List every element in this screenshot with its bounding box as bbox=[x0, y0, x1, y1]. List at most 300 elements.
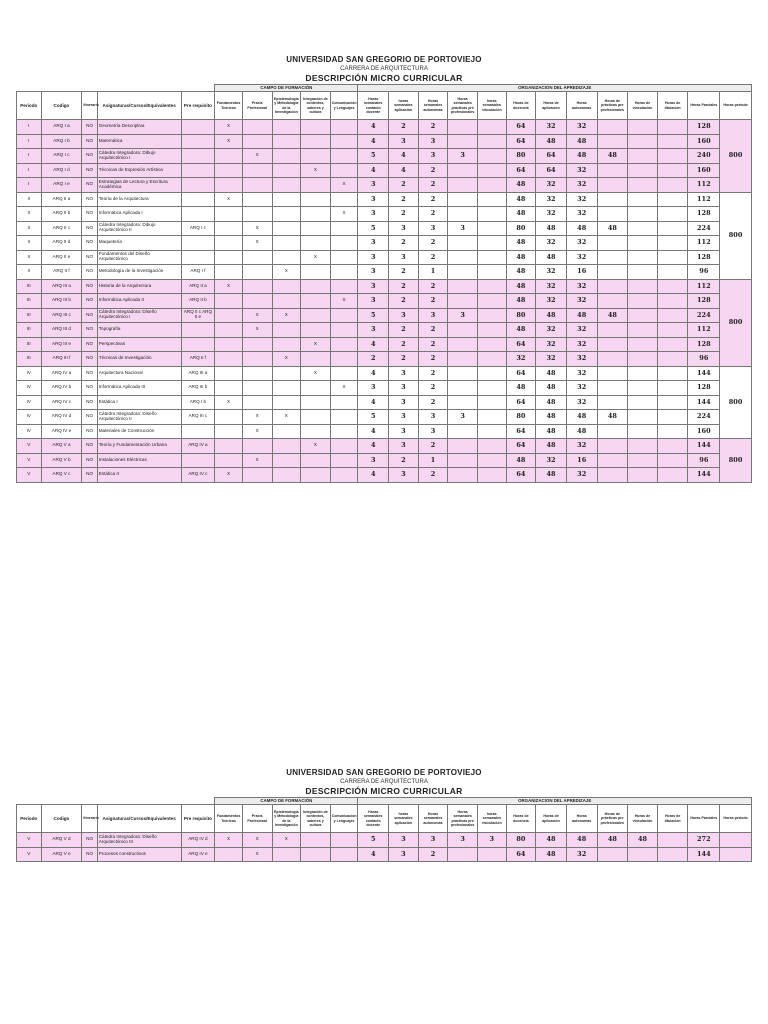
cell-prerequisito: ARQ IV e bbox=[181, 847, 215, 862]
cell-asignatura: Informática Aplicada II bbox=[97, 294, 181, 309]
cell-hd-docencia: 48 bbox=[506, 207, 536, 222]
cell-h-aplicacion: 2 bbox=[389, 207, 419, 222]
cell-hd-autonomas: 32 bbox=[566, 192, 597, 207]
cell-h-vinculacion bbox=[477, 294, 506, 309]
table-row bbox=[17, 265, 752, 280]
cell-hd-practicas bbox=[597, 381, 628, 396]
header-hd-vinculacion: Horas de vinculación bbox=[628, 805, 658, 833]
cell-integracion: X bbox=[301, 366, 331, 381]
cell-h-practicas: 3 bbox=[448, 833, 478, 848]
cell-hd-autonomas: 32 bbox=[566, 468, 597, 483]
cell-h-autonomas: 3 bbox=[418, 221, 448, 236]
table-row bbox=[17, 337, 752, 352]
cell-hd-titulacion bbox=[657, 279, 688, 294]
cell-comunicacion bbox=[330, 337, 358, 352]
cell-comunicacion bbox=[330, 279, 358, 294]
cell-itinerario: NO bbox=[82, 207, 97, 222]
cell-asignatura: Teoría de la Arquitectura bbox=[97, 192, 181, 207]
cell-periodo: III bbox=[17, 352, 42, 367]
cell-fundamentos: X bbox=[215, 833, 243, 848]
header-codigo: Codigo bbox=[41, 805, 82, 833]
cell-hd-parciales: 160 bbox=[688, 134, 720, 149]
table-row bbox=[17, 163, 752, 178]
cell-periodo: IV bbox=[17, 366, 42, 381]
cell-hd-vinculacion bbox=[628, 120, 658, 135]
cell-h-vinculacion bbox=[477, 381, 506, 396]
cell-codigo: ARQ IV a bbox=[41, 366, 82, 381]
cell-prerequisito bbox=[181, 134, 215, 149]
cell-hd-docencia: 48 bbox=[506, 250, 536, 265]
cell-periodo: I bbox=[17, 149, 42, 164]
table-row bbox=[17, 192, 752, 207]
cell-hd-parciales: 128 bbox=[688, 337, 720, 352]
cell-hd-aplicacion: 48 bbox=[536, 250, 567, 265]
table-row bbox=[17, 352, 752, 367]
cell-prerequisito bbox=[181, 453, 215, 468]
table-row bbox=[17, 468, 752, 483]
cell-prerequisito bbox=[181, 163, 215, 178]
cell-h-autonomas: 2 bbox=[418, 352, 448, 367]
cell-hd-titulacion bbox=[657, 134, 688, 149]
cell-hd-parciales: 272 bbox=[688, 833, 720, 848]
cell-fundamentos bbox=[215, 847, 243, 862]
cell-epistemologia bbox=[272, 236, 301, 251]
cell-comunicacion bbox=[330, 221, 358, 236]
cell-hd-practicas: 48 bbox=[597, 149, 628, 164]
header-hd-autonomas: Horas autonomas bbox=[566, 805, 597, 833]
cell-praxis bbox=[242, 279, 272, 294]
cell-praxis: X bbox=[242, 847, 272, 862]
cell-hd-aplicacion: 48 bbox=[536, 833, 567, 848]
page-1 bbox=[16, 55, 752, 483]
group-header-row-2 bbox=[17, 798, 752, 805]
cell-h-vinculacion bbox=[477, 265, 506, 280]
page-2 bbox=[16, 768, 752, 862]
cell-itinerario: NO bbox=[82, 381, 97, 396]
header-hd-practicas: Horas de prácticas pre profesionales bbox=[597, 92, 628, 120]
cell-hd-vinculacion bbox=[628, 265, 658, 280]
cell-h-practicas bbox=[448, 366, 478, 381]
cell-integracion bbox=[301, 468, 331, 483]
cell-hd-parciales: 112 bbox=[688, 178, 720, 193]
cell-integracion bbox=[301, 381, 331, 396]
cell-hd-titulacion bbox=[657, 265, 688, 280]
cell-epistemologia bbox=[272, 337, 301, 352]
cell-asignatura: Procesos constructivos bbox=[97, 847, 181, 862]
cell-integracion bbox=[301, 453, 331, 468]
table-row bbox=[17, 294, 752, 309]
group-header-row bbox=[17, 85, 752, 92]
university-name: UNIVERSIDAD SAN GREGORIO DE PORTOVIEJO bbox=[286, 55, 482, 64]
cell-hd-practicas bbox=[597, 468, 628, 483]
cell-hd-vinculacion bbox=[628, 410, 658, 425]
cell-fundamentos bbox=[215, 294, 243, 309]
cell-h-practicas: 3 bbox=[448, 221, 478, 236]
cell-comunicacion: X bbox=[330, 381, 358, 396]
table-row bbox=[17, 410, 752, 425]
cell-prerequisito bbox=[181, 192, 215, 207]
cell-hd-docencia: 64 bbox=[506, 424, 536, 439]
cell-h-contacto: 4 bbox=[358, 424, 389, 439]
cell-fundamentos bbox=[215, 352, 243, 367]
cell-integracion bbox=[301, 410, 331, 425]
header-asignatura: Asignaturas/Cursos/Equivalentes bbox=[97, 92, 181, 120]
cell-codigo: ARQ IV c bbox=[41, 395, 82, 410]
cell-periodo: IV bbox=[17, 395, 42, 410]
cell-h-vinculacion bbox=[477, 149, 506, 164]
cell-itinerario: NO bbox=[82, 250, 97, 265]
header-hd-periodo: Horas periodo bbox=[720, 805, 752, 833]
cell-h-practicas bbox=[448, 381, 478, 396]
cell-prerequisito bbox=[181, 207, 215, 222]
cell-h-autonomas: 2 bbox=[418, 192, 448, 207]
cell-hd-vinculacion bbox=[628, 178, 658, 193]
cell-hd-titulacion bbox=[657, 366, 688, 381]
cell-periodo: I bbox=[17, 163, 42, 178]
cell-asignatura: Estrategias de Lectura y Escritura Académica bbox=[97, 178, 181, 193]
cell-epistemologia bbox=[272, 250, 301, 265]
cell-h-practicas bbox=[448, 294, 478, 309]
table-row bbox=[17, 207, 752, 222]
cell-hd-autonomas: 32 bbox=[566, 250, 597, 265]
cell-asignatura: Arquitectura Nacional bbox=[97, 366, 181, 381]
cell-itinerario: NO bbox=[82, 163, 97, 178]
cell-hd-titulacion bbox=[657, 120, 688, 135]
cell-fundamentos bbox=[215, 439, 243, 454]
cell-periodo: I bbox=[17, 178, 42, 193]
cell-hd-parciales: 128 bbox=[688, 120, 720, 135]
cell-h-contacto: 4 bbox=[358, 163, 389, 178]
cell-h-aplicacion: 2 bbox=[389, 178, 419, 193]
cell-itinerario: NO bbox=[82, 323, 97, 338]
cell-itinerario: NO bbox=[82, 395, 97, 410]
cell-h-contacto: 5 bbox=[358, 410, 389, 425]
cell-h-practicas bbox=[448, 265, 478, 280]
cell-epistemologia bbox=[272, 279, 301, 294]
cell-periodo: I bbox=[17, 120, 42, 135]
header-codigo: Codigo bbox=[41, 92, 82, 120]
cell-praxis: X bbox=[242, 453, 272, 468]
cell-h-practicas bbox=[448, 178, 478, 193]
cell-prerequisito bbox=[181, 120, 215, 135]
cell-h-contacto: 3 bbox=[358, 178, 389, 193]
cell-epistemologia bbox=[272, 366, 301, 381]
cell-h-contacto: 3 bbox=[358, 453, 389, 468]
cell-hd-autonomas: 32 bbox=[566, 352, 597, 367]
cell-praxis bbox=[242, 294, 272, 309]
cell-hd-autonomas: 32 bbox=[566, 120, 597, 135]
cell-hd-vinculacion bbox=[628, 163, 658, 178]
cell-comunicacion bbox=[330, 352, 358, 367]
cell-h-contacto: 3 bbox=[358, 250, 389, 265]
cell-epistemologia bbox=[272, 134, 301, 149]
header-h-contacto: Horas semanales contacto docente bbox=[358, 92, 389, 120]
cell-h-vinculacion bbox=[477, 323, 506, 338]
cell-hd-vinculacion bbox=[628, 352, 658, 367]
cell-h-aplicacion: 3 bbox=[389, 395, 419, 410]
cell-itinerario: NO bbox=[82, 178, 97, 193]
cell-periodo: II bbox=[17, 192, 42, 207]
cell-comunicacion bbox=[330, 236, 358, 251]
cell-periodo: V bbox=[17, 439, 42, 454]
cell-asignatura: Técnicas de Expresión Artística bbox=[97, 163, 181, 178]
cell-h-aplicacion: 3 bbox=[389, 308, 419, 323]
cell-fundamentos bbox=[215, 221, 243, 236]
cell-hd-autonomas: 32 bbox=[566, 236, 597, 251]
cell-hd-vinculacion bbox=[628, 236, 658, 251]
cell-asignatura: Metodología de la Investigación bbox=[97, 265, 181, 280]
cell-praxis bbox=[242, 134, 272, 149]
career-name: CARRERA DE ARQUITECTURA bbox=[340, 66, 428, 72]
cell-fundamentos bbox=[215, 250, 243, 265]
cell-hd-titulacion bbox=[657, 192, 688, 207]
cell-codigo: ARQ II e bbox=[41, 250, 82, 265]
cell-hd-practicas bbox=[597, 178, 628, 193]
cell-comunicacion bbox=[330, 833, 358, 848]
cell-hd-docencia: 48 bbox=[506, 294, 536, 309]
cell-codigo: ARQ V e bbox=[41, 847, 82, 862]
cell-hd-practicas bbox=[597, 134, 628, 149]
cell-fundamentos bbox=[215, 453, 243, 468]
cell-fundamentos bbox=[215, 149, 243, 164]
cell-prerequisito bbox=[181, 178, 215, 193]
cell-hd-autonomas: 32 bbox=[566, 163, 597, 178]
cell-prerequisito bbox=[181, 337, 215, 352]
cell-itinerario: NO bbox=[82, 410, 97, 425]
cell-praxis bbox=[242, 192, 272, 207]
cell-h-aplicacion: 3 bbox=[389, 134, 419, 149]
cell-comunicacion bbox=[330, 120, 358, 135]
cell-hd-vinculacion bbox=[628, 192, 658, 207]
cell-hd-autonomas: 32 bbox=[566, 381, 597, 396]
header-hd-titulacion: Horas de titulación bbox=[657, 805, 688, 833]
cell-hd-vinculacion bbox=[628, 468, 658, 483]
cell-hd-parciales: 144 bbox=[688, 468, 720, 483]
cell-hd-autonomas: 32 bbox=[566, 323, 597, 338]
cell-hd-autonomas: 32 bbox=[566, 337, 597, 352]
cell-prerequisito: ARQ III a bbox=[181, 366, 215, 381]
cell-h-autonomas: 2 bbox=[418, 439, 448, 454]
cell-codigo: ARQ IV d bbox=[41, 410, 82, 425]
cell-h-vinculacion bbox=[477, 178, 506, 193]
cell-praxis: X bbox=[242, 149, 272, 164]
cell-h-aplicacion: 3 bbox=[389, 468, 419, 483]
cell-h-contacto: 4 bbox=[358, 366, 389, 381]
cell-h-aplicacion: 4 bbox=[389, 163, 419, 178]
cell-hd-practicas bbox=[597, 366, 628, 381]
cell-fundamentos bbox=[215, 178, 243, 193]
cell-asignatura: Materiales de Construcción bbox=[97, 424, 181, 439]
cell-epistemologia bbox=[272, 453, 301, 468]
cell-codigo: ARQ II f bbox=[41, 265, 82, 280]
cell-h-aplicacion: 2 bbox=[389, 192, 419, 207]
cell-praxis bbox=[242, 468, 272, 483]
cell-hd-parciales: 144 bbox=[688, 366, 720, 381]
cell-hd-titulacion bbox=[657, 439, 688, 454]
cell-h-practicas bbox=[448, 468, 478, 483]
cell-h-autonomas: 3 bbox=[418, 134, 448, 149]
cell-h-practicas bbox=[448, 323, 478, 338]
cell-h-aplicacion: 3 bbox=[389, 424, 419, 439]
cell-praxis bbox=[242, 366, 272, 381]
cell-asignatura: Matemática bbox=[97, 134, 181, 149]
table-row bbox=[17, 833, 752, 848]
cell-hd-titulacion bbox=[657, 410, 688, 425]
cell-hd-autonomas: 16 bbox=[566, 453, 597, 468]
cell-h-autonomas: 2 bbox=[418, 207, 448, 222]
cell-hd-vinculacion bbox=[628, 149, 658, 164]
cell-itinerario: NO bbox=[82, 424, 97, 439]
cell-h-vinculacion bbox=[477, 424, 506, 439]
cell-asignatura: Cátedra Integradora: Diseño Arquitectónico II bbox=[97, 410, 181, 425]
table-row bbox=[17, 279, 752, 294]
header-comunicacion: Comunicación y Lenguajes bbox=[330, 805, 358, 833]
cell-fundamentos bbox=[215, 366, 243, 381]
cell-h-aplicacion: 2 bbox=[389, 236, 419, 251]
cell-periodo: V bbox=[17, 847, 42, 862]
cell-h-contacto: 5 bbox=[358, 833, 389, 848]
cell-prerequisito: ARQ IV d bbox=[181, 833, 215, 848]
cell-hd-practicas bbox=[597, 352, 628, 367]
cell-hd-titulacion bbox=[657, 468, 688, 483]
cell-comunicacion bbox=[330, 424, 358, 439]
cell-comunicacion bbox=[330, 149, 358, 164]
cell-itinerario: NO bbox=[82, 308, 97, 323]
cell-prerequisito: ARQ IV a bbox=[181, 439, 215, 454]
cell-comunicacion bbox=[330, 366, 358, 381]
cell-hd-vinculacion: 48 bbox=[628, 833, 658, 848]
cell-h-contacto: 3 bbox=[358, 192, 389, 207]
cell-asignatura: Historia de la Arquitectura bbox=[97, 279, 181, 294]
cell-h-aplicacion: 3 bbox=[389, 250, 419, 265]
cell-hd-vinculacion bbox=[628, 366, 658, 381]
cell-hd-titulacion bbox=[657, 847, 688, 862]
cell-epistemologia bbox=[272, 221, 301, 236]
cell-integracion bbox=[301, 236, 331, 251]
cell-integracion bbox=[301, 134, 331, 149]
cell-hd-titulacion bbox=[657, 163, 688, 178]
cell-hd-docencia: 64 bbox=[506, 134, 536, 149]
cell-h-aplicacion: 3 bbox=[389, 381, 419, 396]
cell-integracion bbox=[301, 279, 331, 294]
table-row bbox=[17, 424, 752, 439]
cell-codigo: ARQ III b bbox=[41, 294, 82, 309]
cell-h-vinculacion bbox=[477, 279, 506, 294]
cell-epistemologia bbox=[272, 395, 301, 410]
cell-h-autonomas: 2 bbox=[418, 381, 448, 396]
cell-periodo: III bbox=[17, 323, 42, 338]
cell-hd-titulacion bbox=[657, 453, 688, 468]
cell-hd-vinculacion bbox=[628, 337, 658, 352]
cell-hd-autonomas: 32 bbox=[566, 294, 597, 309]
cell-hd-autonomas: 32 bbox=[566, 395, 597, 410]
cell-h-autonomas: 3 bbox=[418, 833, 448, 848]
cell-h-contacto: 3 bbox=[358, 323, 389, 338]
cell-comunicacion bbox=[330, 323, 358, 338]
header-itinerario: Itinerario bbox=[82, 92, 97, 120]
cell-epistemologia bbox=[272, 192, 301, 207]
cell-hd-vinculacion bbox=[628, 250, 658, 265]
cell-h-vinculacion bbox=[477, 468, 506, 483]
cell-epistemologia bbox=[272, 207, 301, 222]
table-row bbox=[17, 120, 752, 135]
cell-hd-docencia: 48 bbox=[506, 381, 536, 396]
cell-h-autonomas: 2 bbox=[418, 163, 448, 178]
cell-prerequisito bbox=[181, 236, 215, 251]
cell-hd-docencia: 64 bbox=[506, 337, 536, 352]
cell-fundamentos: X bbox=[215, 192, 243, 207]
cell-h-aplicacion: 2 bbox=[389, 279, 419, 294]
cell-hd-docencia: 48 bbox=[506, 323, 536, 338]
cell-fundamentos: X bbox=[215, 120, 243, 135]
cell-hd-docencia: 64 bbox=[506, 468, 536, 483]
header-epistemologia: Epistemología y Metodología de la Investigación bbox=[272, 92, 301, 120]
cell-fundamentos bbox=[215, 424, 243, 439]
header-h-practicas: Horas semanales prácticas pre profesionales bbox=[448, 805, 478, 833]
cell-h-autonomas: 2 bbox=[418, 847, 448, 862]
group-organizacion-2: ORGANIZACION DEL APREDIZAJE bbox=[358, 798, 752, 805]
table-row bbox=[17, 395, 752, 410]
cell-hd-practicas bbox=[597, 250, 628, 265]
cell-hd-docencia: 48 bbox=[506, 453, 536, 468]
cell-fundamentos: X bbox=[215, 468, 243, 483]
cell-hd-practicas bbox=[597, 207, 628, 222]
cell-hd-titulacion bbox=[657, 236, 688, 251]
cell-hd-parciales: 128 bbox=[688, 381, 720, 396]
cell-h-vinculacion bbox=[477, 120, 506, 135]
cell-h-vinculacion bbox=[477, 366, 506, 381]
cell-h-autonomas: 1 bbox=[418, 453, 448, 468]
cell-hd-aplicacion: 32 bbox=[536, 279, 567, 294]
cell-hd-practicas: 48 bbox=[597, 308, 628, 323]
cell-hd-practicas bbox=[597, 453, 628, 468]
cell-hd-titulacion bbox=[657, 207, 688, 222]
cell-hd-autonomas: 48 bbox=[566, 308, 597, 323]
cell-epistemologia: X bbox=[272, 410, 301, 425]
cell-itinerario: NO bbox=[82, 468, 97, 483]
cell-hd-vinculacion bbox=[628, 323, 658, 338]
cell-hd-docencia: 48 bbox=[506, 265, 536, 280]
cell-hd-aplicacion: 48 bbox=[536, 221, 567, 236]
cell-codigo: ARQ III e bbox=[41, 337, 82, 352]
header-praxis: Praxis Profesional bbox=[242, 805, 272, 833]
cell-comunicacion bbox=[330, 134, 358, 149]
header-epistemologia: Epistemología y Metodología de la Investigación bbox=[272, 805, 301, 833]
cell-comunicacion bbox=[330, 395, 358, 410]
cell-fundamentos: X bbox=[215, 395, 243, 410]
header-periodo: Periodo bbox=[17, 92, 42, 120]
cell-asignatura: Topografía bbox=[97, 323, 181, 338]
cell-codigo: ARQ III c bbox=[41, 308, 82, 323]
cell-hd-aplicacion: 32 bbox=[536, 352, 567, 367]
header-asignatura: Asignaturas/Cursos/Equivalentes bbox=[97, 805, 181, 833]
header-h-vinculacion: horas semanales vinculación bbox=[477, 92, 506, 120]
career-name-2: CARRERA DE ARQUITECTURA bbox=[340, 779, 428, 785]
cell-comunicacion bbox=[330, 410, 358, 425]
cell-comunicacion bbox=[330, 439, 358, 454]
university-name-2: UNIVERSIDAD SAN GREGORIO DE PORTOVIEJO bbox=[286, 768, 482, 777]
table-row bbox=[17, 439, 752, 454]
cell-hd-parciales: 128 bbox=[688, 250, 720, 265]
cell-codigo: ARQ II c bbox=[41, 221, 82, 236]
cell-prerequisito: ARQ II c ARQ II e bbox=[181, 308, 215, 323]
cell-itinerario: NO bbox=[82, 279, 97, 294]
cell-codigo: ARQ I b bbox=[41, 134, 82, 149]
cell-codigo: ARQ IV e bbox=[41, 424, 82, 439]
cell-praxis: X bbox=[242, 236, 272, 251]
cell-hd-docencia: 64 bbox=[506, 366, 536, 381]
cell-hd-parciales: 96 bbox=[688, 265, 720, 280]
